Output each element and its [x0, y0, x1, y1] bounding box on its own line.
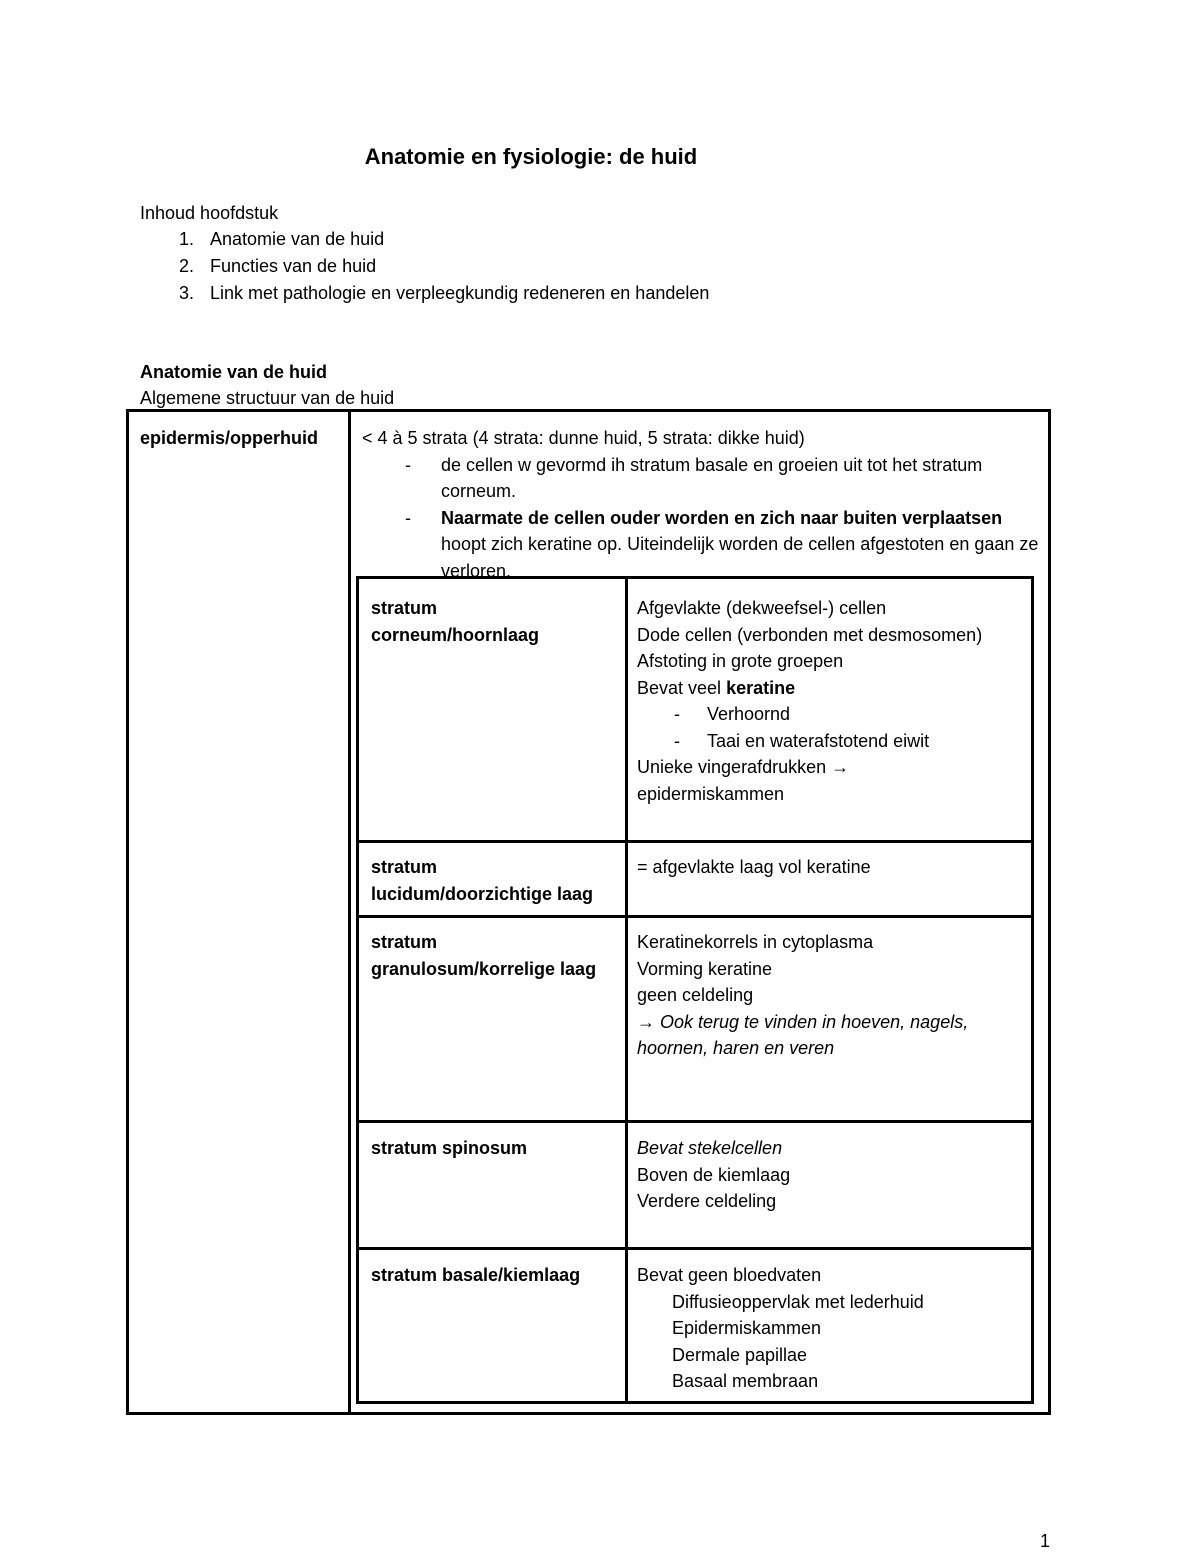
sub-bullet: [637, 701, 1027, 728]
epidermis-bullet-text: de cellen w gevormd ih stratum basale en groeien uit tot het stratum corneum.: [441, 454, 983, 501]
description-line: → Ook terug te vinden in hoeven, nagels,: [637, 1011, 969, 1032]
stratum-basale-label: stratum basale/kiemlaag: [371, 1265, 581, 1285]
dash-marker: -: [405, 454, 411, 475]
description-line: Verdere celdeling: [637, 1191, 777, 1211]
row-divider: [359, 840, 1031, 843]
section-subtitle: Algemene structuur van de huid: [140, 388, 395, 408]
table-divider: [625, 579, 628, 1401]
stratum-basale-description: [637, 1262, 1027, 1395]
stratum-granulosum-label: [371, 929, 621, 982]
toc-item: [140, 253, 709, 280]
description-line: epidermiskammen: [637, 783, 785, 804]
stratum-lucidum-description: [637, 854, 1027, 881]
description-line: [637, 675, 1027, 702]
epidermis-bullet-text: hoopt zich keratine op. Uiteindelijk worden de cellen afgestoten en gaan ze verloren.: [441, 534, 1039, 581]
epidermis-intro: < 4 à 5 strata (4 strata: dunne huid, 5 strata: dikke huid): [362, 428, 805, 448]
stratum-corneum-label: [371, 595, 621, 648]
toc-heading: Inhoud hoofdstuk: [140, 203, 279, 223]
row-divider: [359, 1247, 1031, 1250]
description-line: geen celdeling: [637, 985, 754, 1005]
epidermis-description: [362, 425, 1052, 584]
text-span: Bevat veel: [637, 677, 727, 698]
sub-bullet-text: Taai en waterafstotend eiwit: [707, 730, 930, 751]
toc-item-text: Functies van de huid: [210, 256, 377, 276]
stratum-granulosum-description: [637, 929, 1027, 1062]
description-line: Epidermiskammen: [672, 1318, 822, 1338]
label-line: stratum: [371, 857, 438, 877]
stratum-lucidum-label: [371, 854, 621, 907]
description-line: Basaal membraan: [672, 1371, 819, 1391]
bold-keyword: keratine: [726, 677, 796, 698]
page-title: Anatomie en fysiologie: de huid: [364, 144, 698, 169]
stratum-corneum-description: [637, 595, 1027, 807]
epidermis-bullet: [362, 452, 1052, 505]
dash-marker: -: [674, 704, 680, 724]
row-divider: [359, 915, 1031, 918]
description-line: Boven de kiemlaag: [637, 1164, 791, 1185]
toc-item-text: Link met pathologie en verpleegkundig redeneren en handelen: [210, 283, 710, 303]
description-line: Unieke vingerafdrukken →: [637, 757, 850, 777]
description-line: Keratinekorrels in cytoplasma: [637, 932, 874, 952]
strata-table: [356, 576, 1034, 1404]
description-line: Afstoting in grote groepen: [637, 651, 844, 671]
toc-list: [140, 226, 709, 307]
description-line: hoornen, haren en veren: [637, 1038, 835, 1058]
description-line: Dermale papillae: [672, 1344, 808, 1365]
dash-marker: -: [405, 507, 411, 528]
toc-item-number: 3.: [178, 283, 194, 303]
description-line: Vorming keratine: [637, 958, 773, 979]
label-line: stratum: [371, 598, 438, 618]
stratum-spinosum-description: [637, 1135, 1027, 1215]
label-line: stratum: [371, 932, 438, 952]
row-divider: [359, 1120, 1031, 1123]
description-line: Afgevlakte (dekweefsel-) cellen: [637, 598, 887, 618]
toc-item-number: 2.: [178, 256, 194, 276]
description-line: = afgevlakte laag vol keratine: [637, 857, 871, 877]
sub-bullet-text: Verhoornd: [707, 704, 791, 724]
toc-item: [140, 226, 709, 253]
epidermis-bullet-bold: Naarmate de cellen ouder worden en zich naar buiten verplaatsen: [441, 507, 1003, 528]
sub-bullet: [637, 728, 1027, 755]
section-title: Anatomie van de huid: [140, 362, 328, 382]
dash-marker: -: [674, 730, 680, 751]
description-line: Bevat geen bloedvaten: [637, 1265, 822, 1285]
toc-item: [140, 280, 709, 307]
epidermis-label: epidermis/opperhuid: [140, 428, 319, 448]
description-line: Dode cellen (verbonden met desmosomen): [637, 624, 983, 645]
stratum-spinosum-label: stratum spinosum: [371, 1138, 528, 1158]
label-line: lucidum/doorzichtige laag: [371, 883, 594, 904]
label-line: granulosum/korrelige laag: [371, 958, 597, 979]
page-number: 1: [1040, 1531, 1051, 1551]
label-line: corneum/hoornlaag: [371, 624, 540, 645]
toc-item-number: 1.: [178, 229, 194, 249]
epidermis-bullet: [362, 505, 1052, 585]
table-divider: [348, 412, 351, 1412]
toc-item-text: Anatomie van de huid: [210, 229, 385, 249]
description-line: Diffusieoppervlak met lederhuid: [672, 1291, 924, 1312]
description-line: Bevat stekelcellen: [637, 1138, 783, 1158]
